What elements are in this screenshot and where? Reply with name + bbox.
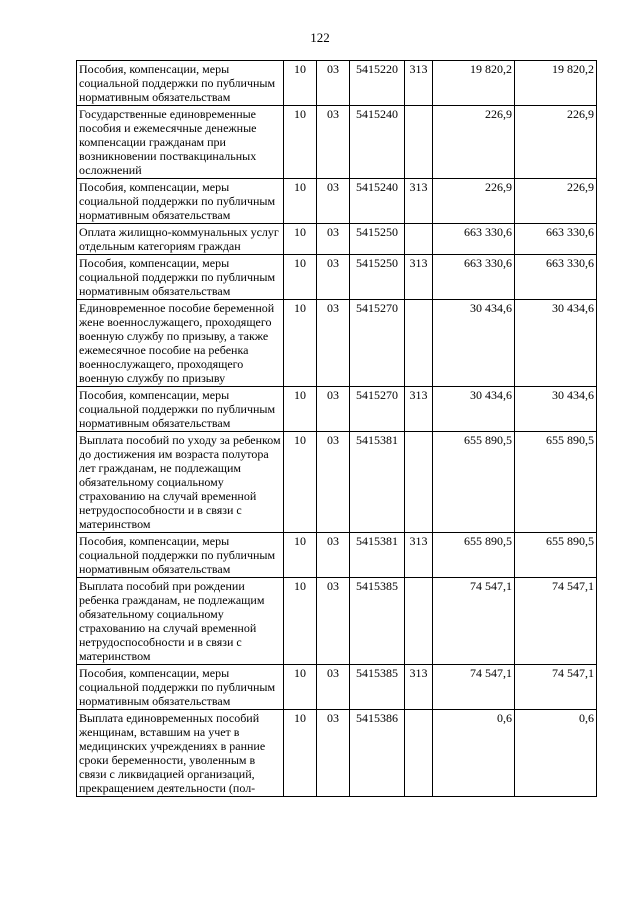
cell-sum-2: 655 890,5 xyxy=(515,432,597,533)
table-row xyxy=(77,61,597,106)
cell-sum-2: 663 330,6 xyxy=(515,255,597,300)
cell-csr: 5415381 xyxy=(350,432,405,533)
table-row xyxy=(77,179,597,224)
cell-csr: 5415270 xyxy=(350,300,405,387)
cell-sum-2: 19 820,2 xyxy=(515,61,597,106)
cell-vr xyxy=(405,578,433,665)
cell-podrazdel: 03 xyxy=(317,432,350,533)
cell-csr: 5415385 xyxy=(350,665,405,710)
cell-csr: 5415240 xyxy=(350,179,405,224)
cell-vr xyxy=(405,710,433,797)
cell-podrazdel: 03 xyxy=(317,179,350,224)
cell-vr xyxy=(405,300,433,387)
cell-name: Единовременное пособие беременной жене военнослужащего, проходящего военную службу по призыву, а также ежемесячное пособие на ребенка военнослужащего, проходящего военную службу по призыву xyxy=(77,300,284,387)
cell-razdel: 10 xyxy=(284,224,317,255)
cell-vr: 313 xyxy=(405,533,433,578)
cell-sum-2: 74 547,1 xyxy=(515,578,597,665)
cell-csr: 5415250 xyxy=(350,224,405,255)
budget-table xyxy=(76,60,597,797)
cell-razdel: 10 xyxy=(284,300,317,387)
table-row xyxy=(77,665,597,710)
cell-csr: 5415270 xyxy=(350,387,405,432)
cell-sum-1: 0,6 xyxy=(433,710,515,797)
cell-name: Пособия, компенсации, меры социальной поддержки по публичным нормативным обязательствам xyxy=(77,61,284,106)
cell-csr: 5415385 xyxy=(350,578,405,665)
cell-podrazdel: 03 xyxy=(317,710,350,797)
cell-podrazdel: 03 xyxy=(317,224,350,255)
cell-sum-1: 30 434,6 xyxy=(433,300,515,387)
table-row xyxy=(77,255,597,300)
cell-razdel: 10 xyxy=(284,255,317,300)
cell-podrazdel: 03 xyxy=(317,300,350,387)
cell-vr: 313 xyxy=(405,387,433,432)
cell-vr: 313 xyxy=(405,179,433,224)
cell-vr xyxy=(405,224,433,255)
cell-razdel: 10 xyxy=(284,665,317,710)
cell-name: Выплата пособий по уходу за ребенком до достижения им возраста полутора лет гражданам, не подлежащим обязательному социальному страхованию на случай временной нетрудоспособности и в связи с материнством xyxy=(77,432,284,533)
table-row xyxy=(77,106,597,179)
cell-razdel: 10 xyxy=(284,387,317,432)
cell-csr: 5415250 xyxy=(350,255,405,300)
cell-podrazdel: 03 xyxy=(317,387,350,432)
cell-name: Оплата жилищно-коммунальных услуг отдельным категориям граждан xyxy=(77,224,284,255)
cell-podrazdel: 03 xyxy=(317,106,350,179)
cell-vr xyxy=(405,432,433,533)
cell-podrazdel: 03 xyxy=(317,533,350,578)
cell-vr: 313 xyxy=(405,255,433,300)
cell-sum-1: 655 890,5 xyxy=(433,533,515,578)
cell-razdel: 10 xyxy=(284,432,317,533)
cell-csr: 5415240 xyxy=(350,106,405,179)
table-row xyxy=(77,533,597,578)
cell-name: Пособия, компенсации, меры социальной поддержки по публичным нормативным обязательствам xyxy=(77,665,284,710)
cell-sum-2: 655 890,5 xyxy=(515,533,597,578)
table-row xyxy=(77,578,597,665)
cell-razdel: 10 xyxy=(284,578,317,665)
cell-vr xyxy=(405,106,433,179)
cell-sum-1: 30 434,6 xyxy=(433,387,515,432)
cell-razdel: 10 xyxy=(284,710,317,797)
cell-razdel: 10 xyxy=(284,179,317,224)
cell-csr: 5415386 xyxy=(350,710,405,797)
cell-sum-2: 30 434,6 xyxy=(515,387,597,432)
table-row xyxy=(77,300,597,387)
table-row xyxy=(77,710,597,797)
cell-name: Пособия, компенсации, меры социальной поддержки по публичным нормативным обязательствам xyxy=(77,387,284,432)
cell-sum-2: 663 330,6 xyxy=(515,224,597,255)
cell-sum-2: 226,9 xyxy=(515,106,597,179)
cell-podrazdel: 03 xyxy=(317,255,350,300)
cell-sum-2: 0,6 xyxy=(515,710,597,797)
cell-name: Пособия, компенсации, меры социальной поддержки по публичным нормативным обязательствам xyxy=(77,255,284,300)
cell-name: Государственные единовременные пособия и ежемесячные денежные компенсации гражданам при возникновении поствакцинальных осложнений xyxy=(77,106,284,179)
cell-name: Выплата пособий при рождении ребенка гражданам, не подлежащим обязательному социальному страхованию на случай временной нетрудоспособности и в связи с материнством xyxy=(77,578,284,665)
cell-sum-2: 226,9 xyxy=(515,179,597,224)
cell-razdel: 10 xyxy=(284,61,317,106)
cell-name: Пособия, компенсации, меры социальной поддержки по публичным нормативным обязательствам xyxy=(77,533,284,578)
cell-sum-2: 30 434,6 xyxy=(515,300,597,387)
cell-name: Пособия, компенсации, меры социальной поддержки по публичным нормативным обязательствам xyxy=(77,179,284,224)
cell-sum-2: 74 547,1 xyxy=(515,665,597,710)
budget-table-body xyxy=(77,61,597,797)
cell-sum-1: 74 547,1 xyxy=(433,578,515,665)
table-row xyxy=(77,224,597,255)
cell-vr: 313 xyxy=(405,665,433,710)
cell-sum-1: 655 890,5 xyxy=(433,432,515,533)
cell-vr: 313 xyxy=(405,61,433,106)
cell-sum-1: 226,9 xyxy=(433,179,515,224)
cell-sum-1: 226,9 xyxy=(433,106,515,179)
cell-sum-1: 74 547,1 xyxy=(433,665,515,710)
cell-sum-1: 663 330,6 xyxy=(433,224,515,255)
page-number: 122 xyxy=(310,30,330,45)
cell-podrazdel: 03 xyxy=(317,665,350,710)
cell-razdel: 10 xyxy=(284,533,317,578)
cell-podrazdel: 03 xyxy=(317,578,350,665)
cell-sum-1: 19 820,2 xyxy=(433,61,515,106)
cell-csr: 5415381 xyxy=(350,533,405,578)
cell-sum-1: 663 330,6 xyxy=(433,255,515,300)
cell-csr: 5415220 xyxy=(350,61,405,106)
cell-name: Выплата единовременных пособий женщинам, вставшим на учет в медицинских учреждениях в ранние сроки беременности, уволенным в связи с ликвидацией организаций, прекращением деятельности (пол- xyxy=(77,710,284,797)
cell-podrazdel: 03 xyxy=(317,61,350,106)
table-row xyxy=(77,387,597,432)
cell-razdel: 10 xyxy=(284,106,317,179)
table-row xyxy=(77,432,597,533)
